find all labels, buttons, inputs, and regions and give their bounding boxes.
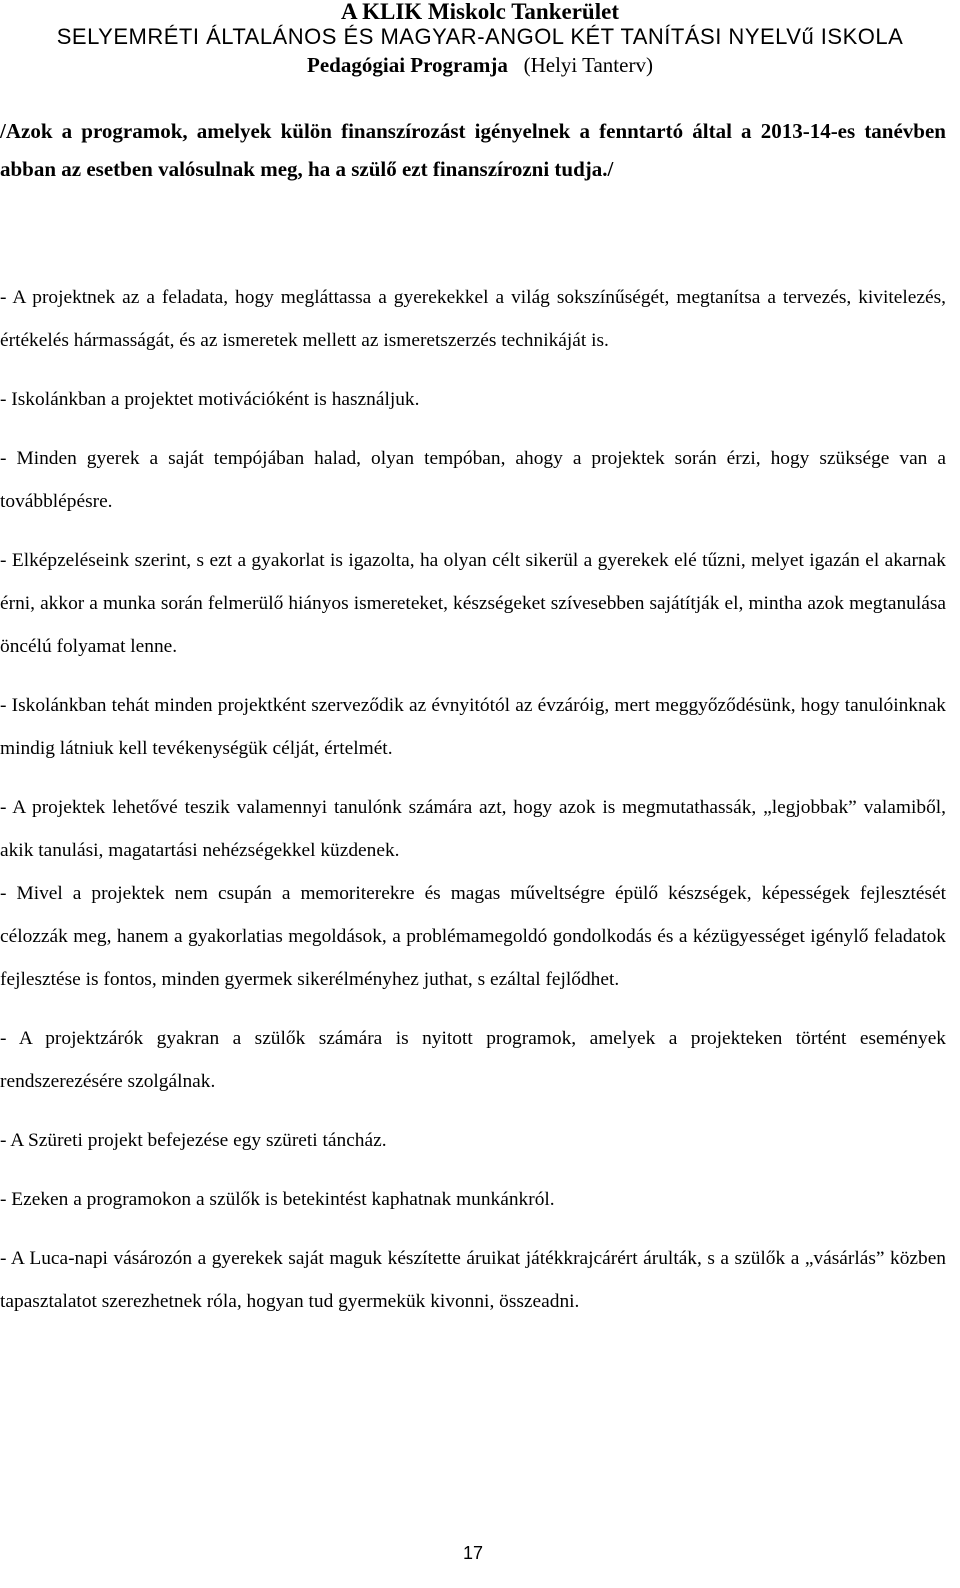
header-program bbox=[0, 50, 960, 80]
paragraph: - A projektnek az a feladata, hogy megláttassa a gyerekekkel a világ sokszínűségét, megtanítsa a tervezés, kivitelezés, értékelés hármasságát, és az ismeretek mellett az ismeretszerzés technikáját is. bbox=[0, 287, 946, 351]
paragraph: - Mivel a projektek nem csupán a memoriterekre és magas műveltségre épülő készségek, képességek fejlesztését célozzák meg, hanem a gyakorlatias megoldások, a problémamegoldó gondolkodás és a kézügyességet igénylő feladatok fejlesztése is fontos, minden gyermek sikerélményhez juthat, s ezáltal fejlődhet. bbox=[0, 883, 946, 990]
header-program-title: Pedagógiai Programja bbox=[307, 53, 508, 77]
paragraph: - Minden gyerek a saját tempójában halad, olyan tempóban, ahogy a projektek során érzi, hogy szüksége van a továbblépésre. bbox=[0, 448, 946, 512]
paragraph: - A Szüreti projekt befejezése egy szüreti táncház. bbox=[0, 1130, 387, 1151]
page-header bbox=[0, 0, 960, 80]
paragraph: - Iskolánkban tehát minden projektként szerveződik az évnyitótól az évzáróig, mert meggyőződésünk, hogy tanulóinknak mindig látniuk kell tevékenységük célját, értelmét. bbox=[0, 695, 946, 759]
paragraph: - Ezeken a programokon a szülők is betekintést kaphatnak munkánkról. bbox=[0, 1189, 555, 1210]
paragraph: - Elképzeléseink szerint, s ezt a gyakorlat is igazolta, ha olyan célt sikerül a gyerekek elé tűzni, melyet igazán el akarnak érni, akkor a munka során felmerülő hiányos ismereteket, készségeket szívesebben sajátítják el, mintha azok megtanulása öncélú folyamat lenne. bbox=[0, 550, 946, 657]
header-district: A KLIK Miskolc Tankerület bbox=[341, 0, 619, 24]
header-program-subtitle: (Helyi Tanterv) bbox=[523, 53, 653, 77]
paragraph: - Iskolánkban a projektet motivációként is használjuk. bbox=[0, 389, 420, 410]
page-number: 17 bbox=[462, 1543, 484, 1563]
header-school-name: SELYEMRÉTI ÁLTALÁNOS ÉS MAGYAR-ANGOL KÉT TANÍTÁSI NYELVű ISKOLA bbox=[56, 24, 904, 49]
document-body bbox=[0, 276, 946, 1339]
intro-note: /Azok a programok, amelyek külön finanszírozást igényelnek a fenntartó által a 2013-14-es tanévben abban az esetben valósulnak meg, ha a szülő ezt finanszírozni tudja./ bbox=[0, 119, 946, 181]
paragraph: - A projektek lehetővé teszik valamennyi tanulónk számára azt, hogy azok is megmutathassák, „legjobbak” valamiből, akik tanulási, magatartási nehézségekkel küzdenek. bbox=[0, 797, 946, 861]
paragraph: - A projektzárók gyakran a szülők számára is nyitott programok, amelyek a projekteken történt események rendszerezésére szolgálnak. bbox=[0, 1028, 946, 1092]
paragraph: - A Luca-napi vásározón a gyerekek saját maguk készítette áruikat játékkrajcárért árulták, s a szülők a „vásárlás” közben tapasztalatot szerezhetnek róla, hogyan tud gyermekük kivonni, összeadni. bbox=[0, 1248, 946, 1312]
